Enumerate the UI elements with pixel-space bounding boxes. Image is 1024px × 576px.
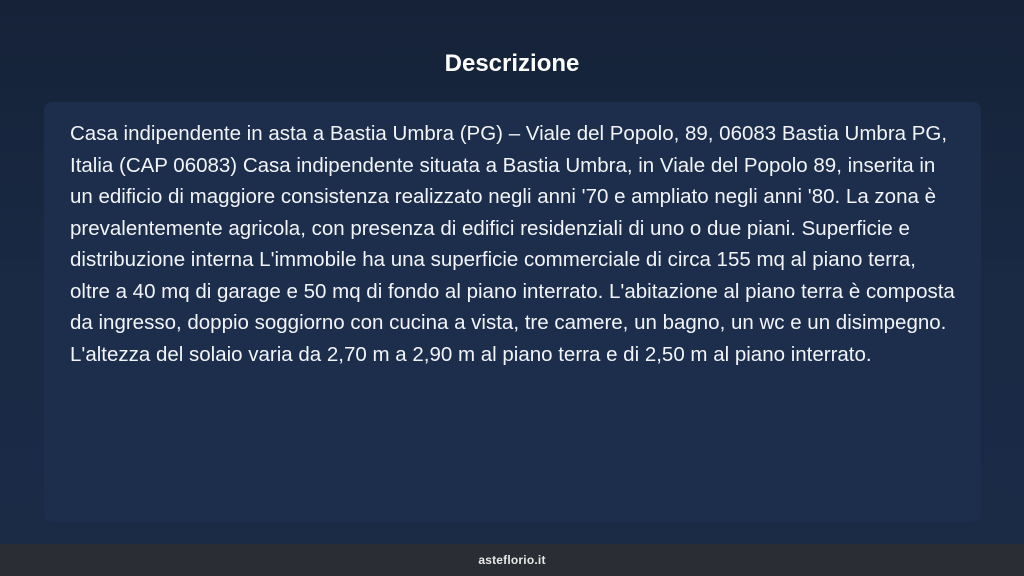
description-text: Casa indipendente in asta a Bastia Umbra (PG) – Viale del Popolo, 89, 06083 Bastia Umbra PG, Italia (CAP 06083) Casa indipendente situata a Bastia Umbra, in Viale del Popolo 89, inserita in un edificio di maggiore consistenza realizzato negli anni '70 e ampliato negli anni '80. La zona è prevalentemente agricola, con presenza di edifici residenziali di uno o due piani. Superficie e distribuzione interna L'immobile ha una superficie commerciale di circa 155 mq al piano terra, oltre a 40 mq di garage e 50 mq di fondo al piano interrato. L'abitazione al piano terra è composta da ingresso, doppio soggiorno con cucina a vista, tre camere, un bagno, un wc e un disimpegno. L'altezza del solaio varia da 2,70 m a 2,90 m al piano terra e di 2,50 m al piano interrato. bbox=[70, 122, 955, 366]
page-title: Descrizione bbox=[444, 50, 580, 77]
footer-brand: asteflorio.it bbox=[478, 553, 546, 567]
description-card bbox=[44, 102, 981, 522]
footer-bar bbox=[0, 544, 1024, 576]
